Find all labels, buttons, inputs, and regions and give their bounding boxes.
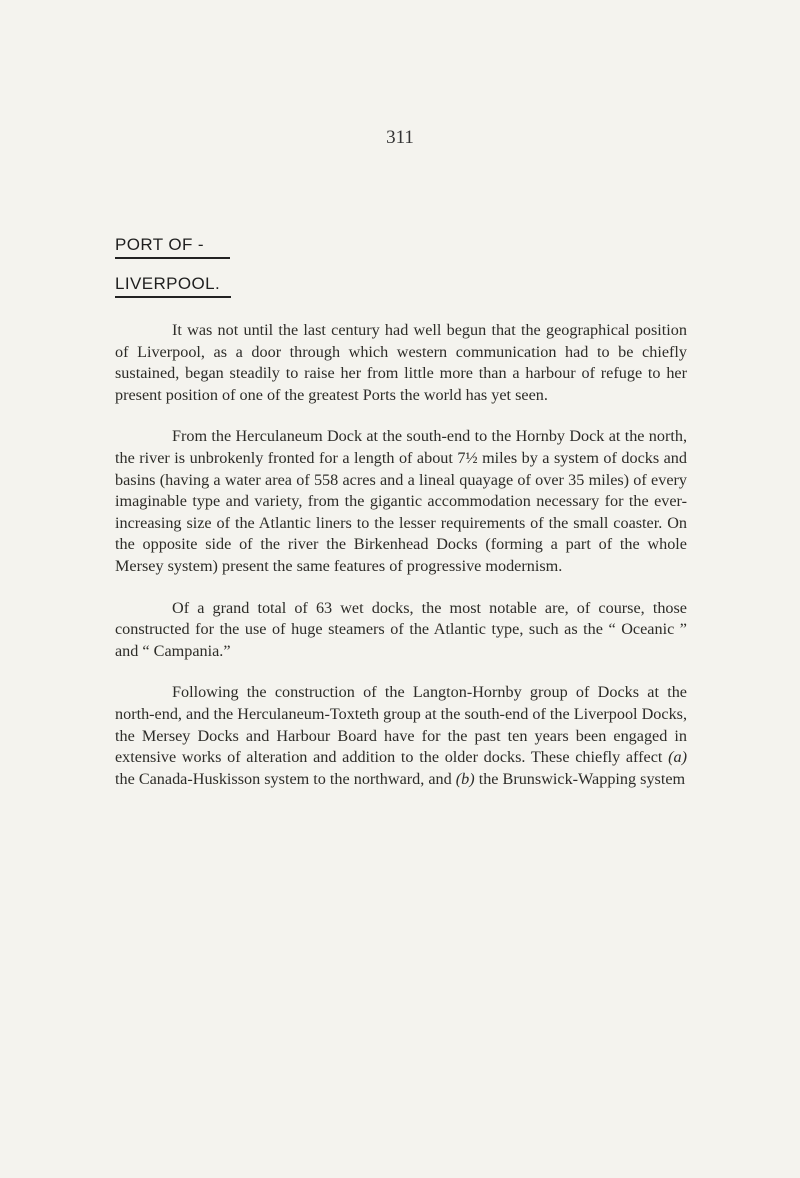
heading-line-2: LIVERPOOL. xyxy=(115,275,231,298)
list-label-a: (a) xyxy=(668,748,687,767)
paragraph-2: From the Herculaneum Dock at the south-end to the Hornby Dock at the north, the river is unbrokenly fronted for a length of about 7½ miles by a system of docks and basins (having a water area of 558 acres and a lineal quayage of over 35 miles) of every imaginable type and variety, from the gigantic accommodation necessary for the ever-increasing size of the Atlantic liners to the lesser requirements of the small coaster. On the opposite side of the river the Birkenhead Docks (forming a part of the whole Mersey system) present the same features of progressive modernism. xyxy=(115,427,687,575)
page-number: 311 xyxy=(386,127,414,148)
list-label-b: (b) xyxy=(455,769,475,788)
paragraph-4-middle: the Canada-Huskisson system to the northward, and xyxy=(115,769,452,788)
paragraph-3: Of a grand total of 63 wet docks, the most notable are, of course, those constructed for the use of huge steamers of the Atlantic type, such as the “ Oceanic ” and “ Campania.” xyxy=(115,598,687,660)
heading-line-1: PORT OF - xyxy=(115,236,230,259)
paragraph-4 xyxy=(115,682,687,790)
section-heading xyxy=(115,236,231,298)
paragraph-4-end: the Brunswick-Wapping system xyxy=(478,769,686,788)
body-text xyxy=(115,320,687,790)
paragraph-1: It was not until the last century had well begun that the geographical position of Liverpool, as a door through which western communication had to be chiefly sustained, began steadily to raise her from little more than a harbour of refuge to her present position of one of the greatest Ports the world has yet seen. xyxy=(115,321,687,404)
paragraph-4-start: Following the construction of the Langton-Hornby group of Docks at the north-end, and the Herculaneum-Toxteth group at the south-end of the Liverpool Docks, the Mersey Docks and Harbour Board have for the past ten years been engaged in extensive works of alteration and addition to the older docks. These chiefly affect xyxy=(115,683,688,767)
